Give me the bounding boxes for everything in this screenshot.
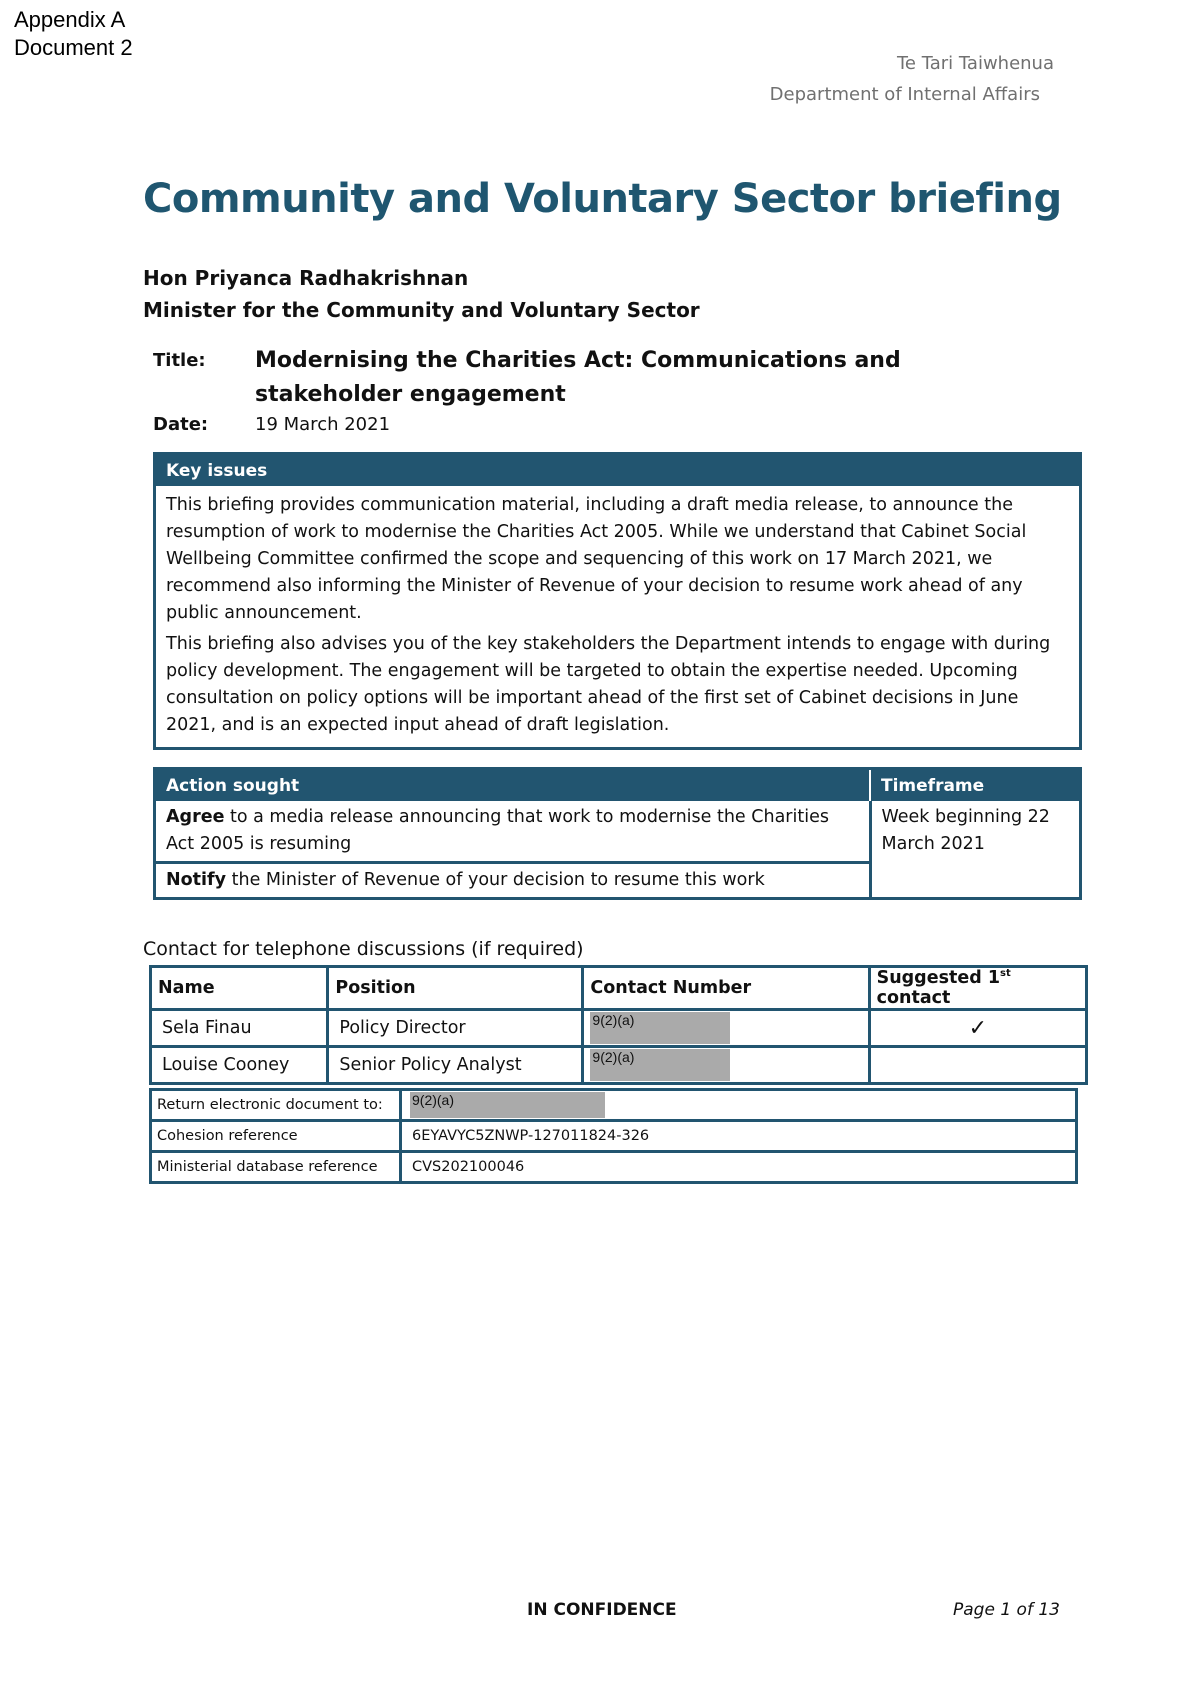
redaction-block: 9(2)(a): [590, 1012, 730, 1044]
table-row: [151, 1152, 1077, 1183]
action-text: to a media release announcing that work to modernise the Charities Act 2005 is resuming: [166, 807, 829, 854]
key-issues-box: [153, 452, 1082, 750]
addressee-name: Hon Priyanca Radhakrishnan: [143, 266, 469, 290]
appendix-line-1: Appendix A: [14, 7, 126, 32]
header-contact-number: Contact Number: [583, 967, 869, 1010]
table-row: [151, 1047, 1087, 1084]
contact-number: [583, 1047, 869, 1084]
action-item: [156, 801, 870, 863]
reference-label: Cohesion reference: [151, 1121, 401, 1152]
reference-value: [401, 1090, 1077, 1121]
action-sought-box: [153, 767, 1082, 900]
briefing-date: 19 March 2021: [255, 414, 391, 435]
appendix-line-2: Document 2: [14, 35, 133, 60]
timeframe-heading: Timeframe: [870, 770, 1079, 801]
action-verb: Notify: [166, 870, 227, 890]
contacts-label: Contact for telephone discussions (if required): [143, 938, 584, 960]
header-position: Position: [328, 967, 583, 1010]
action-item: [156, 863, 870, 898]
addressee-role: Minister for the Community and Voluntary Sector: [143, 298, 700, 322]
key-issues-heading: Key issues: [156, 455, 1079, 486]
header-suggested-contact: Suggested 1st contact: [869, 967, 1086, 1010]
redaction-block: 9(2)(a): [410, 1092, 605, 1118]
page-number: Page 1 of 13: [953, 1600, 1060, 1620]
reference-label: Ministerial database reference: [151, 1152, 401, 1183]
key-issues-paragraph: This briefing also advises you of the key stakeholders the Department intends to engage with during policy development. The engagement will be targeted to obtain the expertise needed. Upcoming consultation on policy options will be important ahead of the first set of Cabinet decisions in June 2021, and is an expected input ahead of draft legislation.: [166, 634, 1051, 735]
contact-position: Senior Policy Analyst: [328, 1047, 583, 1084]
table-row: [151, 1090, 1077, 1121]
reference-label: Return electronic document to:: [151, 1090, 401, 1121]
action-verb: Agree: [166, 807, 225, 827]
contact-position: Policy Director: [328, 1010, 583, 1047]
contacts-table: [149, 965, 1088, 1085]
title-label: Title:: [153, 350, 206, 371]
header-name: Name: [151, 967, 328, 1010]
contact-number: [583, 1010, 869, 1047]
action-sought-heading: Action sought: [156, 770, 870, 801]
cohesion-reference: 6EYAVYC5ZNWP-127011824-326: [401, 1121, 1077, 1152]
appendix-label: [14, 6, 133, 62]
timeframe-value: Week beginning 22 March 2021: [870, 801, 1079, 897]
key-issues-paragraph: This briefing provides communication material, including a draft media release, to announce the resumption of work to modernise the Charities Act 2005. While we understand that Cabinet Social Wellbeing Committee confirmed the scope and sequencing of this work on 17 March 2021, we recommend also informing the Minister of Revenue of your decision to resume work ahead of any public announcement.: [166, 495, 1027, 623]
briefing-title: Modernising the Charities Act: Communications and stakeholder engagement: [255, 348, 901, 407]
references-table: [149, 1088, 1078, 1184]
contact-name: Louise Cooney: [151, 1047, 328, 1084]
table-row: [151, 1121, 1077, 1152]
redaction-block: 9(2)(a): [590, 1049, 730, 1081]
organisation-maori-name: Te Tari Taiwhenua: [897, 53, 1054, 74]
addressee: [143, 262, 700, 326]
suggested-contact-cell: [869, 1047, 1086, 1084]
briefing-meta: [153, 344, 1035, 440]
table-row: [151, 1010, 1087, 1047]
contact-name: Sela Finau: [151, 1010, 328, 1047]
action-text: the Minister of Revenue of your decision to resume this work: [226, 870, 765, 890]
ministerial-database-reference: CVS202100046: [401, 1152, 1077, 1183]
organisation-english-name: Department of Internal Affairs: [769, 84, 1040, 105]
document-title: Community and Voluntary Sector briefing: [143, 176, 1062, 222]
date-label: Date:: [153, 414, 209, 435]
contacts-header-row: [151, 967, 1087, 1010]
organisation-header: [769, 48, 1054, 110]
classification-label: IN CONFIDENCE: [527, 1600, 677, 1620]
checkmark-icon: ✓: [869, 1010, 1086, 1047]
